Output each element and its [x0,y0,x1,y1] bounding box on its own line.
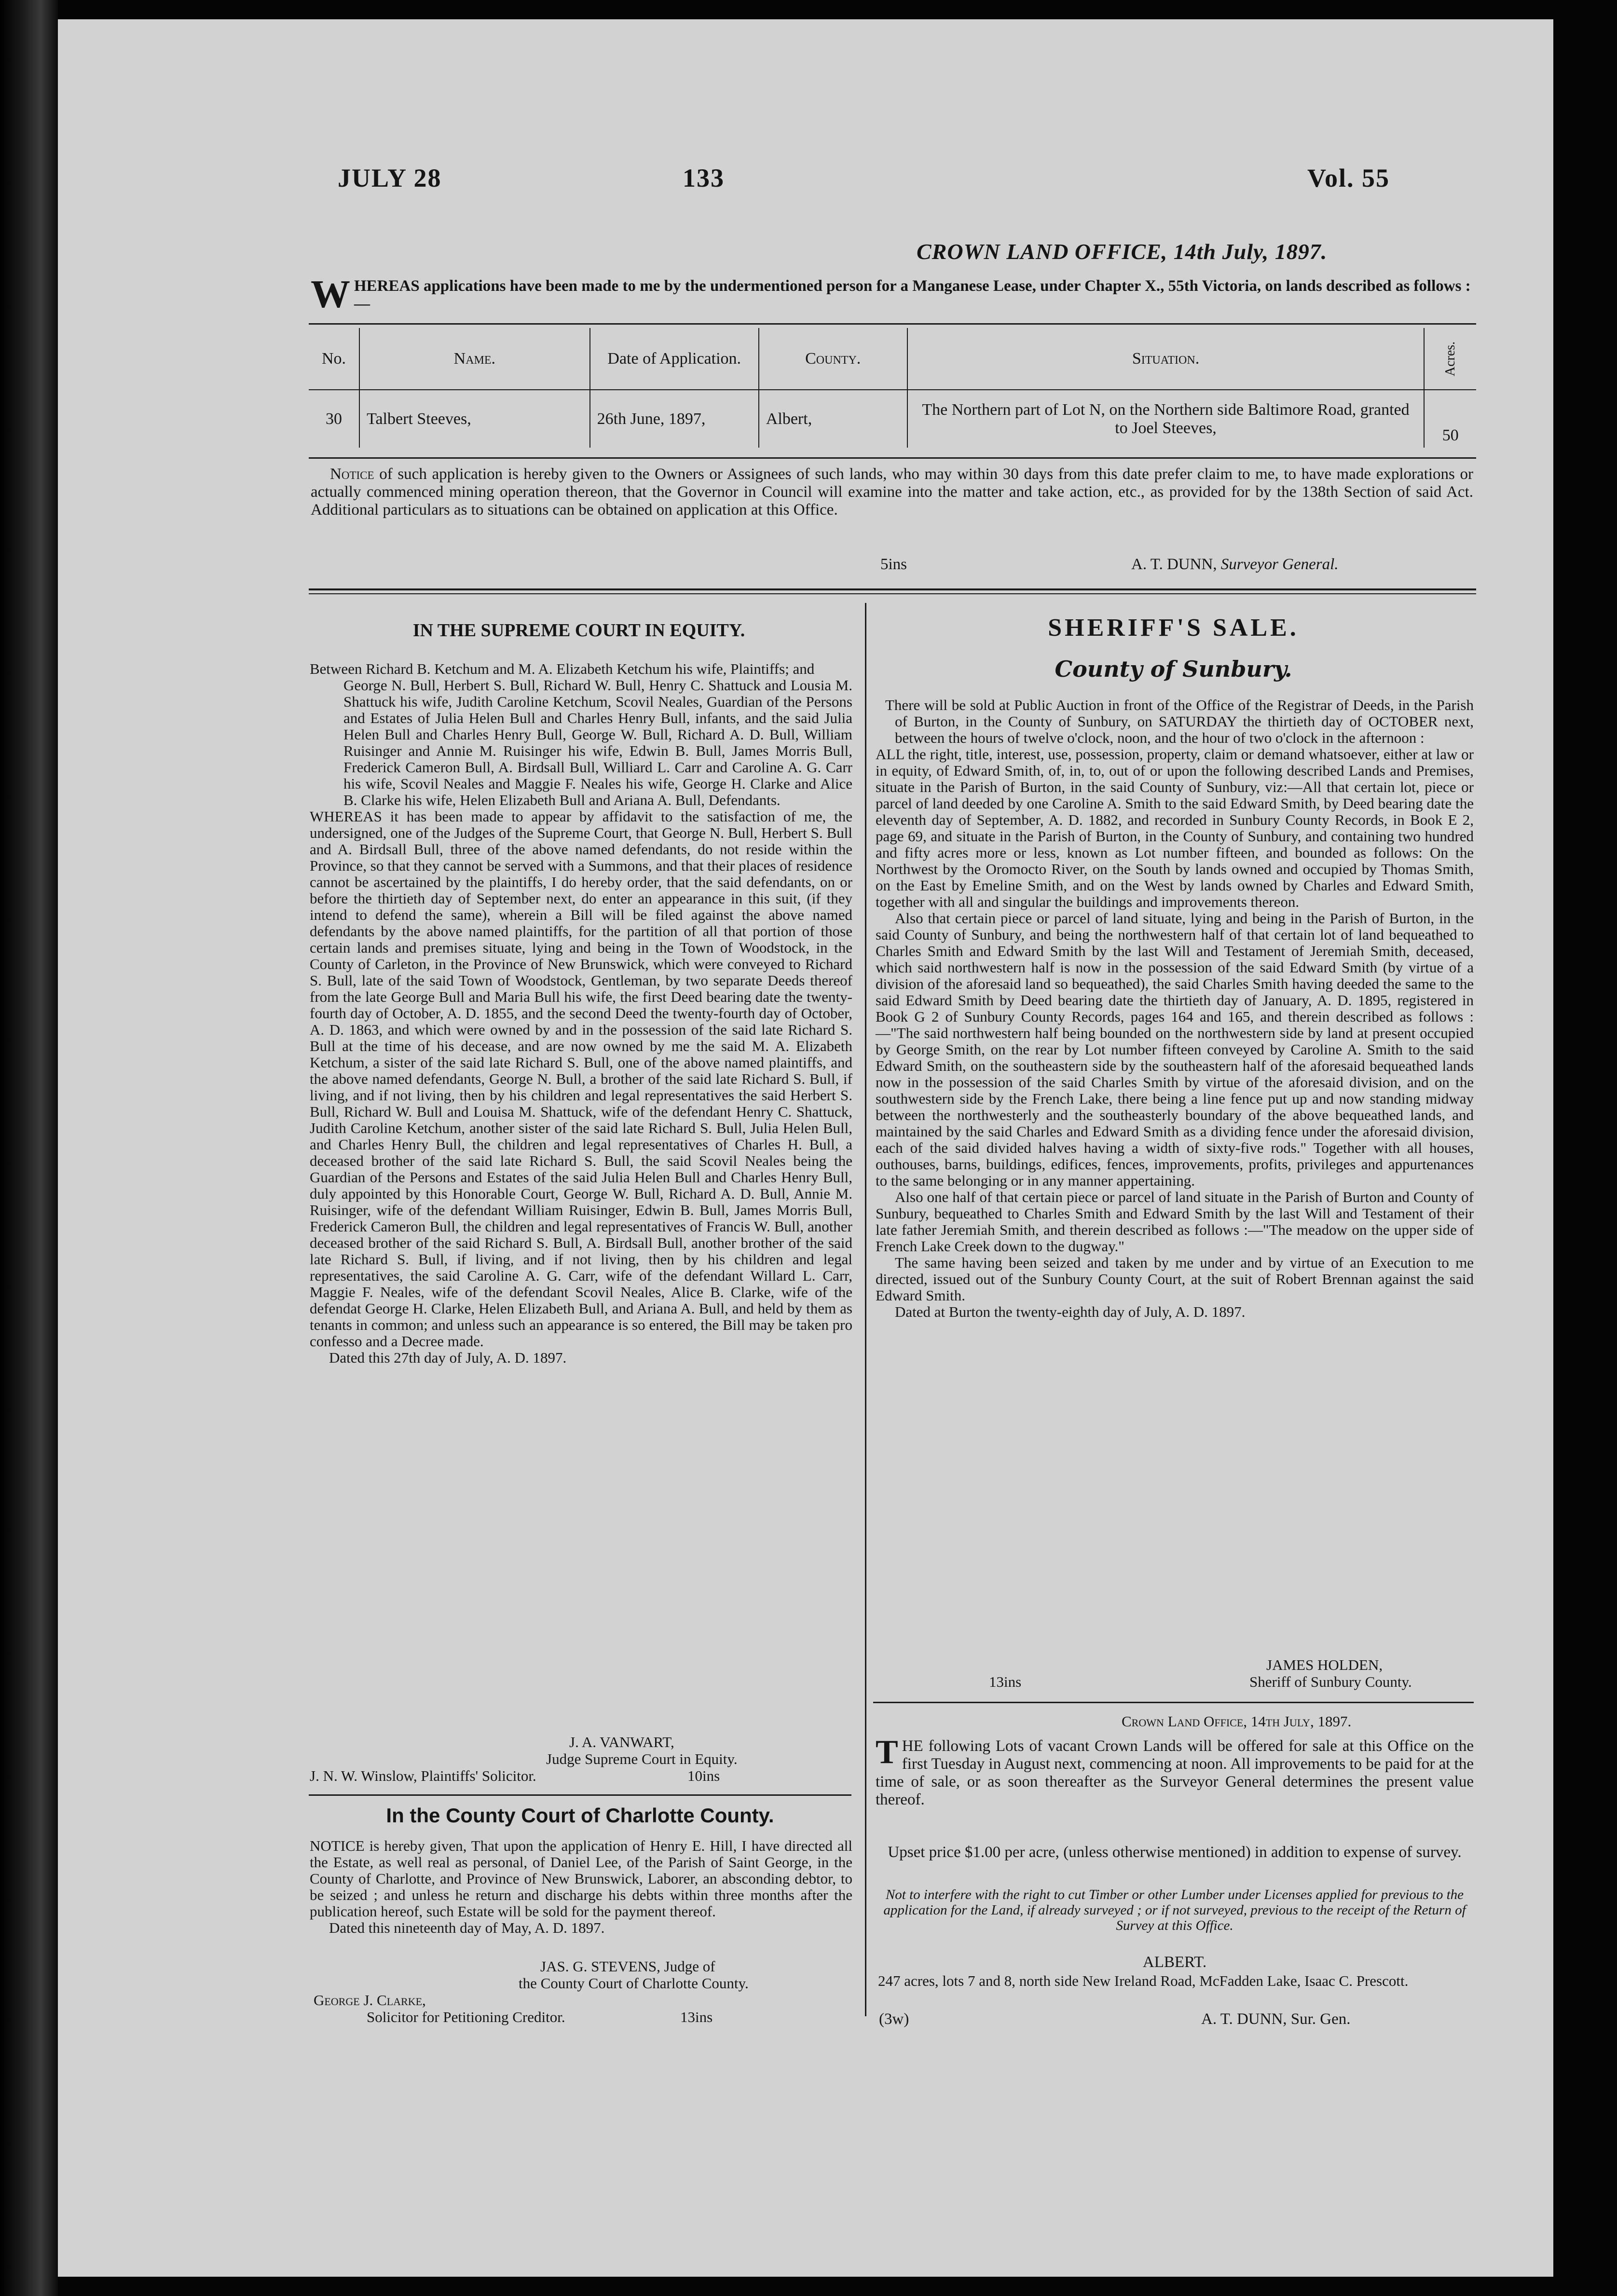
table-header-row [309,328,1476,390]
crown-insertions: (3w) [879,2010,909,2028]
crown-lot-entry: 247 acres, lots 7 and 8, north side New Ireland Road, McFadden Lake, Isaac C. Prescott. [878,1972,1409,1989]
scan-left-edge [0,0,58,2296]
equity-judge-title: Judge Supreme Court in Equity. [546,1750,738,1767]
col-header-no: No. [322,349,346,368]
county-court-judge-2: the County Court of Charlotte County. [519,1975,749,1992]
sheriff-para-5: The same having been seized and taken by me under and by virtue of an Execution to me directed, issued out of the Sunbury County Court, at the suit of Robert Brennan against the said Edward Smith. [876,1254,1474,1304]
county-court-body [310,1838,852,1936]
manganese-insertions: 5ins [880,556,907,573]
equity-judge-name: J. A. VANWART, [569,1734,674,1750]
equity-dated: Dated this 27th day of July, A. D. 1897. [329,1349,567,1366]
crown-county: ALBERT. [1142,1954,1207,1971]
section-double-rule-top [309,588,1476,590]
col-header-situation: Situation. [907,328,1425,390]
equity-parties-plaintiffs: Between Richard B. Ketchum and M. A. Elizabeth Ketchum his wife, Plaintiffs; and [310,660,815,677]
column-divider [865,603,866,2016]
sheriff-bottom-rule [873,1702,1474,1703]
crown-notice: HE following Lots of vacant Crown Lands will be offered for sale at this Office on the first Tuesday in August next, commencing at noon. All improvements to be paid for at the time of sale, or as soon thereafter as the Surveyor General determines the present value thereof. [876,1737,1474,1808]
manganese-intro [311,272,1478,316]
sheriff-signature-title: Sheriff of Sunbury County. [1249,1673,1412,1690]
sheriff-subtitle: County of Sunbury. [1055,656,1292,682]
cell-situation: The Northern part of Lot N, on the Northern side Baltimore Road, granted to Joel Steeves, [907,390,1425,448]
table-bottom-rule [309,457,1476,459]
page-number: 133 [683,164,725,192]
col-header-county: County. [759,328,907,390]
sheriff-para-2: ALL the right, title, interest, use, possession, property, claim or demand whatsoever, either at law or in equity, of Edward Smith, of, in, to, out of or upon the following described Lands and Premises, situate in the Parish of Burton, in the said County of Sunbury, viz:—All that certain lot, piece or parcel of land deeded by one Caroline A. Smith to the said Edward Smith, by Deed bearing date the eleventh day of September, A. D. 1882, and recorded in Sunbury County Records, in Book E 2, page 69, and situate in the Parish of Burton, in the County of Sunbury, and containing two hundred and fifty acres more or less, known as Lot number fifteen, and bounded as follows: On the Northwest by the Oromocto River, on the South by lands owned and occupied by Thomas Smith, on the East by Emeline Smith, and on the West by lands owned by Charles and Edward Smith, together with all and singular the buildings and improvements thereon. [876,746,1474,910]
col-header-acres: Acres. [1424,328,1476,390]
equity-body [310,661,852,1366]
table-row [309,390,1476,448]
sheriff-para-1: There will be sold at Public Auction in front of the Office of the Registrar of Deeds, in the Parish of Burton, in the County of Sunbury, on SATURDAY the thirtieth day of OCTOBER next, between the hours of twelve o'clock, noon, and the hour of two o'clock in the afternoon : [885,697,1474,746]
gazette-page [58,19,1553,2277]
county-court-solicitor-title: Solicitor for Petitioning Creditor. [367,2009,565,2025]
manganese-notice-lead: Notice [330,465,374,483]
crown-initial: T [876,1734,898,1771]
sheriff-dated: Dated at Burton the twenty-eighth day of July, A. D. 1897. [895,1303,1246,1320]
equity-bottom-rule [309,1794,851,1796]
equity-insertions: 10ins [687,1767,720,1784]
sheriff-insertions: 13ins [989,1673,1022,1690]
manganese-intro-initial: W [311,272,350,316]
county-court-dated: Dated this nineteenth day of May, A. D. 1897. [329,1919,605,1936]
county-court-notice: NOTICE is hereby given, That upon the application of Henry E. Hill, I have directed all the Estate, as well real as personal, of Daniel Lee, of the Parish of Saint George, in the County of Charlotte, and Province of New Brunswick, Laborer, an absconding debtor, to be seized ; and unless he return and discharge his debts within three months after the publication hereof, such Estate will be sold for the payment thereof. [310,1837,852,1920]
crown-upset-price: Upset price $1.00 per acre, (unless otherwise mentioned) in addition to expense of survey. [888,1844,1462,1861]
equity-title: IN THE SUPREME COURT IN EQUITY. [412,620,745,641]
sheriff-para-4: Also one half of that certain piece or parcel of land situate in the Parish of Burton and County of Sunbury, bequeathed to Charles Smith and Edward Smith by the last Will and Testament of their late father Jeremiah Smith, and therein described as follows :—"The meadow on the upper side of French Lake Creek down to the dugway." [876,1189,1474,1255]
county-court-solicitor-name: George J. Clarke, [314,1992,426,2009]
col-header-date: Date of Application. [590,328,759,390]
sheriff-signature-name: JAMES HOLDEN, [1266,1656,1383,1673]
equity-parties-defendants: George N. Bull, Herbert S. Bull, Richard W. Bull, Henry C. Shattuck and Lousia M. Shattuck his wife, Judith Caroline Ketchum, Scovil Neales, Guardian of the Persons and Estates of Julia Helen Bull and Charles Henry Bull, infants, and the said Julia Helen Bull and Charles Henry Bull, George W. Bull, Richard A. D. Bull, William Ruisinger and Annie M. Ruisinger his wife, Edwin B. Bull, James Morris Bull, Frederick Cameron Bull, A. Birdsall Bull, Williard L. Carr and Caroline A. G. Carr his wife, Scovil Neales and Maggie F. Neales his wife, George H. Clarke and Alice B. Clarke his wife, Helen Elizabeth Bull and Ariana A. Bull, Defendants. [343,677,852,808]
sheriff-body [876,697,1474,1320]
county-court-insertions: 13ins [680,2009,713,2025]
crown-signature: A. T. DUNN, Sur. Gen. [1201,2010,1351,2028]
cell-county: Albert, [759,390,907,448]
sheriff-title: SHERIFF'S SALE. [1048,614,1299,642]
county-court-judge-1: JAS. G. STEVENS, Judge of [540,1958,715,1975]
manganese-signature-name: A. T. DUNN, [1131,556,1217,573]
manganese-intro-text: HEREAS applications have been made to me by the undermentioned person for a Manganese Lease, under Chapter X., 55th Victoria, on lands described as follows :— [354,277,1471,313]
cell-acres: 50 [1424,390,1476,448]
crown-office-line: Crown Land Office, 14th July, 1897. [1122,1713,1352,1730]
manganese-signature-title: Surveyor General. [1220,556,1339,573]
header-date: JULY 28 [338,164,442,192]
table-top-rule [309,323,1476,325]
volume-number: Vol. 55 [1307,164,1390,192]
manganese-table [309,328,1476,448]
section-double-rule-bottom [309,593,1476,594]
sheriff-para-3: Also that certain piece or parcel of land situate, lying and being in the Parish of Burton, in the said County of Sunbury, and being the northwestern half of that certain lot of land bequeathed to Charles Smith and Edward Smith by the last Will and Testament of Jeremiah Smith, deceased, which said northwestern half is now in the possession of the said Edward Smith (by virtue of a division of the aforesaid land so bequeathed), the said Charles Smith having deeded the same to the said Edward Smith by Deed bearing date the thirtieth day of January, A. D. 1895, registered in Book G 2 of Sunbury County Records, pages 164 and 165, and therein described as follows :—"The said northwestern half being bounded on the northwestern side by land at present occupied by George Smith, on the rear by Lot number fifteen conveyed by Caroline A. Smith to the said Edward Smith, on the southeastern side by the southeastern half of the aforesaid bequeathed lands now in the possession of the said Charles Smith by virtue of the aforesaid division, and on the southwestern side by the French Lake, there being a line fence put up and now standing midway between the northwesterly and the southeasterly boundary of the above bequeathed lands, and maintained by the said Charles and Edward Smith as a dividing fence under the aforesaid division, each of the said divided halves having a width of sixty-five rods." Together with all houses, outhouses, barns, buildings, edifices, fences, improvements, profits, privileges and appurtenances to the same belonging or in any manner appertaining. [876,910,1474,1189]
equity-solicitor: J. N. W. Winslow, Plaintiffs' Solicitor. [310,1767,536,1784]
cell-no: 30 [326,410,343,428]
cell-name: Talbert Steeves, [359,390,590,448]
col-header-name: Name. [359,328,590,390]
crown-lots-body [876,1734,1474,1809]
county-court-title: In the County Court of Charlotte County. [386,1804,774,1827]
cell-date: 26th June, 1897, [590,390,759,448]
crown-timber-note: Not to interfere with the right to cut Timber or other Lumber under Licenses applied for previous to the application for the Land, if already surveyed ; or if not surveyed, previous to the receipt of the Return of Survey at this Office. [883,1887,1466,1933]
equity-order-text: WHEREAS it has been made to appear by affidavit to the satisfaction of me, the undersigned, one of the Judges of the Supreme Court, that George N. Bull, Herbert S. Bull and A. Birdsall Bull, three of the above named defendants, do not reside within the Province, so that they cannot be served with a Summons, and that their places of residence cannot be ascertained by the plaintiffs, I do hereby order, that the said defendants, on or before the thirtieth day of September next, do enter an appearance in this suit, (if they intend to defend the same), wherein a Bill will be filed against the above named defendants by the above named plaintiffs, for the partition of all that portion of those certain lands and premises situate, lying and being in the Town of Woodstock, in the County of Carleton, in the Province of New Brunswick, which were conveyed to Richard S. Bull, late of the said Town of Woodstock, Gentleman, by two separate Deeds thereof from the late George Bull and Maria Bull his wife, the first Deed bearing date the twenty-fourth day of October, A. D. 1855, and the second Deed the twenty-fourth day of October, A. D. 1863, and which were owned by and in the possession of the said late Richard S. Bull at the time of his decease, and are now owned by me the said M. A. Elizabeth Ketchum, a sister of the said late Richard S. Bull, one of the above named plaintiffs, and the above named defendants, George N. Bull, a brother of the said late Richard S. Bull, if living, and if not living, then by his children and legal representatives the said Herbert S. Bull, Richard W. Bull and Louisa M. Shattuck, wife of the defendant Henry C. Shattuck, Judith Caroline Ketchum, another sister of the said late Richard S. Bull, Julia Helen Bull, and Charles Henry Bull, the children and legal representatives of Charles H. Bull, a deceased brother of the said late Richard S. Bull, the said Scovil Neales being the Guardian of the Persons and Estates of the said Julia Helen Bull and Charles Henry Bull, duly appointed by this Honorable Court, George W. Bull, Richard A. D. Bull, Annie M. Ruisinger, wife of the defendant William Ruisinger, Edwin B. Bull, James Morris Bull, Frederick Cameron Bull, the children and legal representatives of Francis W. Bull, another deceased brother of the said Richard S. Bull, A. Birdsall Bull, another brother of the said late Richard S. Bull, if living, and if not living, then by his children and legal representatives, the said Caroline A. G. Carr, wife of the defendant Willard L. Carr, Maggie F. Neales, wife of the defendant Scovil Neales, Alice B. Clarke, wife of the defendat George H. Clarke, Helen Elizabeth Bull, and Ariana A. Bull, and held by them as tenants in common; and unless such an appearance is so entered, the Bill may be taken pro confesso and a Decree made. [310,808,852,1350]
manganese-office-line: CROWN LAND OFFICE, 14th July, 1897. [917,239,1328,264]
manganese-signature [1131,556,1339,574]
manganese-notice-text: of such application is hereby given to the Owners or Assignees of such lands, who may within 30 days from this date prefer claim to me, to have made explorations or actually commenced mining operation thereon, that the Governor in Council will examine into the matter and take action, etc., as provided for by the 138th Section of said Act. Additional particulars as to situations can be obtained on application at this Office. [311,465,1473,519]
manganese-notice [311,465,1473,519]
